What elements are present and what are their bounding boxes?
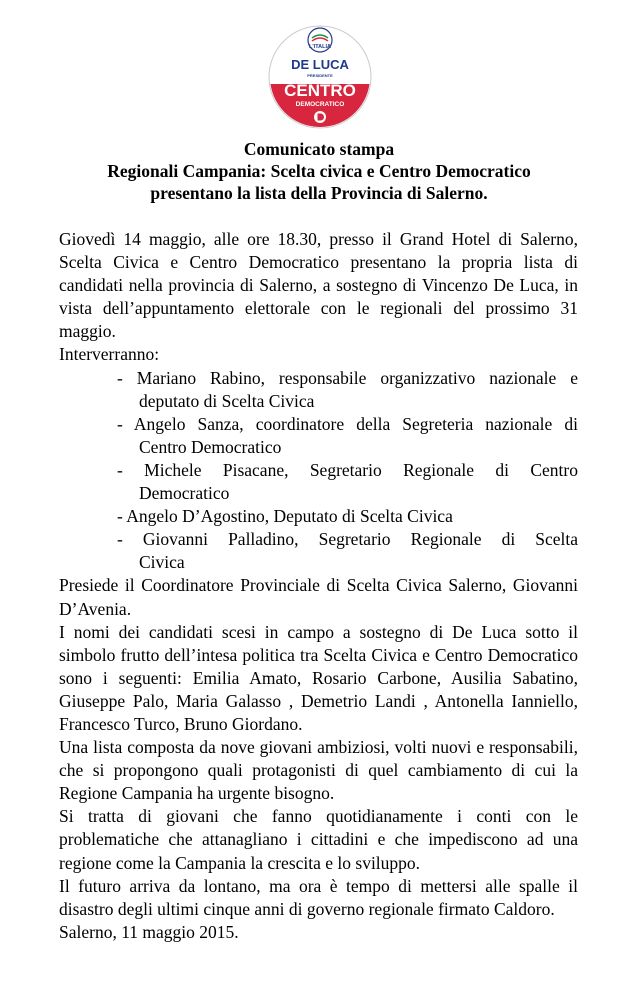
- logo-name: DE LUCA: [291, 57, 349, 72]
- speaker-item: [117, 413, 578, 459]
- speaker-line: - Angelo D’Agostino, Deputato di Scelta Civica: [117, 506, 453, 527]
- closing-date: Salerno, 11 maggio 2015.: [59, 921, 239, 942]
- speakers-list: [59, 367, 578, 575]
- speaker-line: - Michele Pisacane, Segretario Regionale di Centro: [117, 459, 578, 480]
- body-paragraph: I nomi dei candidati scesi in campo a sostegno di De Luca sotto il simbolo frutto dell’intesa politica tra Scelta Civica e Centro Democratico sono i seguenti: Emilia Amato, Rosario Carbone, Ausilia Sabatino, Giuseppe Palo, Maria Galasso , Demetrio Landi , Antonella Ianniello, Francesco Turco, Bruno Giordano.: [59, 621, 578, 734]
- heading-line-1: Comunicato stampa: [243, 139, 395, 159]
- speaker-item: [117, 459, 578, 505]
- heading-line-3: presentano la lista della Provincia di Salerno.: [150, 183, 488, 203]
- logo-name-sub: PRESIDENTE: [307, 73, 333, 78]
- body-paragraph: Il futuro arriva da lontano, ma ora è tempo di mettersi alle spalle il disastro degli ultimi cinque anni di governo regionale firmato Caldoro.: [59, 875, 578, 919]
- heading-line-2: Regionali Campania: Scelta civica e Centro Democratico: [107, 161, 531, 181]
- speaker-line-cont: deputato di Scelta Civica: [139, 390, 315, 411]
- speakers-label: Interverranno:: [59, 344, 160, 365]
- body-paragraph: Presiede il Coordinatore Provinciale di Scelta Civica Salerno, Giovanni D’Avenia.: [59, 575, 578, 619]
- speaker-item: [117, 367, 578, 413]
- speaker-line: - Angelo Sanza, coordinatore della Segreteria nazionale di: [117, 413, 578, 434]
- speaker-line-cont: Democratico: [139, 483, 230, 504]
- speaker-line-cont: Civica: [139, 552, 185, 573]
- speaker-line: - Giovanni Palladino, Segretario Regionale di Scelta: [117, 529, 578, 550]
- press-release-body: [59, 228, 578, 944]
- speaker-item: [117, 505, 578, 528]
- speaker-item: [117, 528, 578, 574]
- logo-party: CENTRO: [284, 81, 356, 100]
- speaker-line: - Mariano Rabino, responsabile organizzativo nazionale e: [117, 367, 578, 388]
- speaker-line-cont: Centro Democratico: [139, 436, 282, 457]
- logo-top-text: L'ITALIA: [309, 44, 331, 50]
- press-release-heading: [40, 138, 598, 204]
- body-paragraph: Si tratta di giovani che fanno quotidianamente i conti con le problematiche che attanagliano i cittadini e che impediscono ad una regione come la Campania la crescita e lo sviluppo.: [59, 806, 578, 873]
- de-luca-centro-democratico-logo: [268, 22, 372, 132]
- body-paragraph: Una lista composta da nove giovani ambiziosi, volti nuovi e responsabili, che si propongono quali protagonisti di quel cambiamento di cui la Regione Campania ha urgente bisogno.: [59, 737, 578, 804]
- intro-paragraph: Giovedì 14 maggio, alle ore 18.30, presso il Grand Hotel di Salerno, Scelta Civica e Centro Democratico presentano la propria lista di candidati nella provincia di Salerno, a sostegno di Vincenzo De Luca, in vista dell’appuntamento elettorale con le regionali del prossimo 31 maggio.: [59, 229, 578, 342]
- logo-party-sub: DEMOCRATICO: [295, 101, 345, 108]
